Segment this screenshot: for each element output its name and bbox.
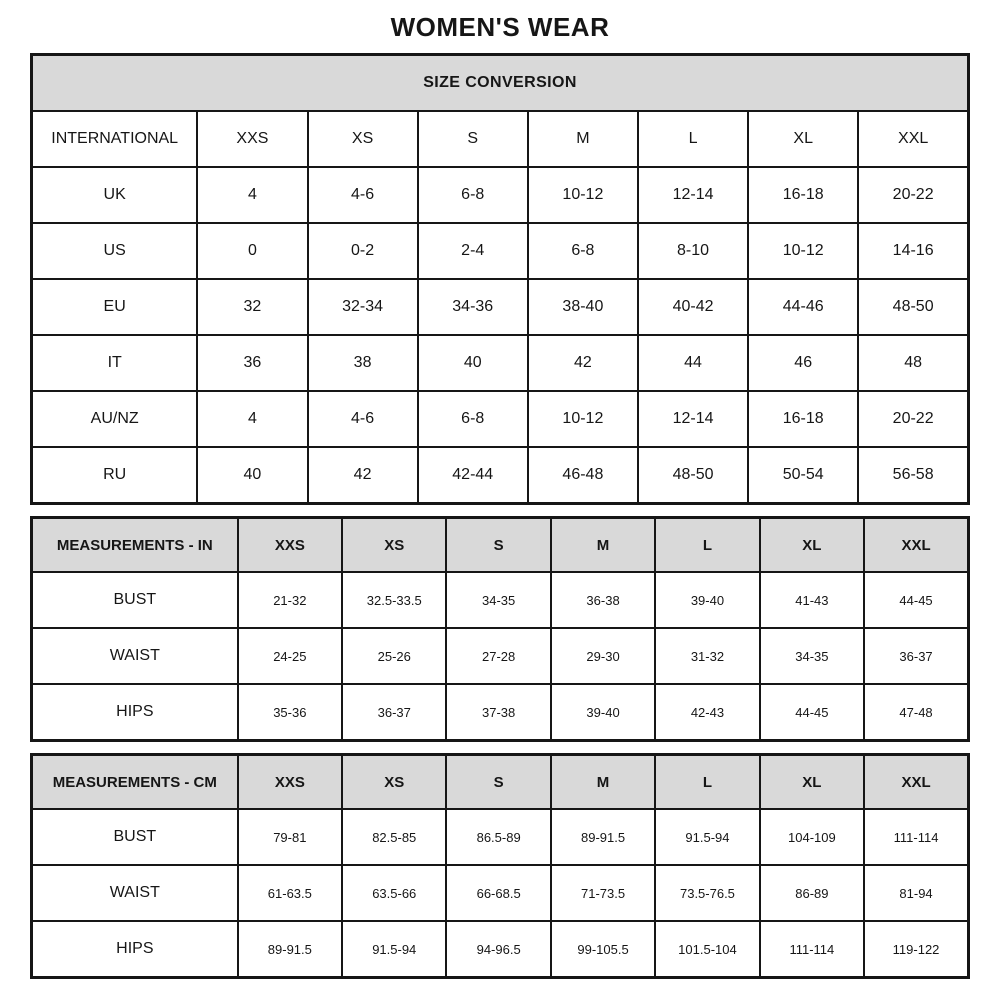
value-cell: 44-45 (864, 572, 968, 628)
table-row (32, 921, 969, 978)
value-cell: 48-50 (638, 447, 748, 504)
size-header-cell: XS (342, 755, 446, 810)
value-cell: 91.5-94 (655, 809, 759, 865)
row-label-cell: HIPS (32, 684, 238, 741)
value-cell: 34-35 (760, 628, 864, 684)
value-cell: 38 (308, 335, 418, 391)
value-cell: 48-50 (858, 279, 968, 335)
value-cell: 91.5-94 (342, 921, 446, 978)
value-cell: 0 (197, 223, 307, 279)
value-cell: 34-35 (446, 572, 550, 628)
value-cell: 36-37 (864, 628, 968, 684)
value-cell: 71-73.5 (551, 865, 655, 921)
measurements-in-table (30, 516, 970, 742)
table-row (32, 55, 969, 112)
measurements-cm-title: MEASUREMENTS - CM (32, 755, 238, 810)
table-row (32, 447, 969, 504)
size-header-cell: M (551, 518, 655, 573)
value-cell: 40 (197, 447, 307, 504)
size-header-cell: XXS (238, 755, 342, 810)
value-cell: 111-114 (864, 809, 968, 865)
value-cell: 79-81 (238, 809, 342, 865)
row-label-cell: EU (32, 279, 198, 335)
size-header-cell: L (655, 755, 759, 810)
size-header-cell: S (446, 518, 550, 573)
value-cell: 12-14 (638, 391, 748, 447)
value-cell: 46 (748, 335, 858, 391)
value-cell: 81-94 (864, 865, 968, 921)
value-cell: 36-38 (551, 572, 655, 628)
value-cell: 86.5-89 (446, 809, 550, 865)
value-cell: 6-8 (418, 167, 528, 223)
row-label-cell: BUST (32, 809, 238, 865)
value-cell: 39-40 (655, 572, 759, 628)
size-header-cell: XXL (864, 518, 968, 573)
size-header-cell: S (418, 111, 528, 167)
row-label-cell: WAIST (32, 865, 238, 921)
row-label-cell: WAIST (32, 628, 238, 684)
value-cell: 42 (528, 335, 638, 391)
value-cell: 61-63.5 (238, 865, 342, 921)
value-cell: 35-36 (238, 684, 342, 741)
measurements-in-title: MEASUREMENTS - IN (32, 518, 238, 573)
value-cell: 89-91.5 (238, 921, 342, 978)
value-cell: 47-48 (864, 684, 968, 741)
value-cell: 66-68.5 (446, 865, 550, 921)
value-cell: 25-26 (342, 628, 446, 684)
value-cell: 50-54 (748, 447, 858, 504)
row-label-cell: HIPS (32, 921, 238, 978)
value-cell: 36-37 (342, 684, 446, 741)
size-header-cell: L (638, 111, 748, 167)
value-cell: 14-16 (858, 223, 968, 279)
value-cell: 44 (638, 335, 748, 391)
value-cell: 16-18 (748, 391, 858, 447)
value-cell: 56-58 (858, 447, 968, 504)
size-header-cell: XXL (864, 755, 968, 810)
value-cell: 27-28 (446, 628, 550, 684)
value-cell: 39-40 (551, 684, 655, 741)
value-cell: 37-38 (446, 684, 550, 741)
value-cell: 10-12 (528, 391, 638, 447)
value-cell: 10-12 (748, 223, 858, 279)
value-cell: 2-4 (418, 223, 528, 279)
value-cell: 40-42 (638, 279, 748, 335)
table-row (32, 111, 969, 167)
value-cell: 101.5-104 (655, 921, 759, 978)
value-cell: 48 (858, 335, 968, 391)
size-header-cell: XL (760, 518, 864, 573)
value-cell: 36 (197, 335, 307, 391)
value-cell: 20-22 (858, 167, 968, 223)
value-cell: 41-43 (760, 572, 864, 628)
value-cell: 63.5-66 (342, 865, 446, 921)
value-cell: 86-89 (760, 865, 864, 921)
row-label-cell: IT (32, 335, 198, 391)
row-label-cell: INTERNATIONAL (32, 111, 198, 167)
size-header-cell: M (551, 755, 655, 810)
value-cell: 32-34 (308, 279, 418, 335)
table-row (32, 628, 969, 684)
size-header-cell: XS (308, 111, 418, 167)
table-row (32, 755, 969, 810)
table-row (32, 865, 969, 921)
value-cell: 111-114 (760, 921, 864, 978)
size-header-cell: XL (748, 111, 858, 167)
size-header-cell: XXS (197, 111, 307, 167)
table-row (32, 391, 969, 447)
value-cell: 4 (197, 391, 307, 447)
size-header-cell: XXS (238, 518, 342, 573)
table-row (32, 518, 969, 573)
row-label-cell: BUST (32, 572, 238, 628)
row-label-cell: UK (32, 167, 198, 223)
page-title: WOMEN'S WEAR (390, 12, 610, 42)
value-cell: 29-30 (551, 628, 655, 684)
value-cell: 89-91.5 (551, 809, 655, 865)
size-header-cell: XL (760, 755, 864, 810)
size-conversion-title: SIZE CONVERSION (32, 55, 969, 112)
size-header-cell: XXL (858, 111, 968, 167)
row-label-cell: AU/NZ (32, 391, 198, 447)
value-cell: 46-48 (528, 447, 638, 504)
value-cell: 119-122 (864, 921, 968, 978)
size-header-cell: L (655, 518, 759, 573)
value-cell: 34-36 (418, 279, 528, 335)
value-cell: 44-45 (760, 684, 864, 741)
value-cell: 10-12 (528, 167, 638, 223)
value-cell: 42-43 (655, 684, 759, 741)
table-row (32, 335, 969, 391)
value-cell: 8-10 (638, 223, 748, 279)
value-cell: 42-44 (418, 447, 528, 504)
table-row (32, 223, 969, 279)
value-cell: 42 (308, 447, 418, 504)
value-cell: 44-46 (748, 279, 858, 335)
table-row (32, 279, 969, 335)
table-row (32, 684, 969, 741)
value-cell: 99-105.5 (551, 921, 655, 978)
table-row (32, 809, 969, 865)
row-label-cell: RU (32, 447, 198, 504)
value-cell: 104-109 (760, 809, 864, 865)
value-cell: 4-6 (308, 167, 418, 223)
value-cell: 31-32 (655, 628, 759, 684)
table-row (32, 572, 969, 628)
value-cell: 32 (197, 279, 307, 335)
value-cell: 20-22 (858, 391, 968, 447)
value-cell: 40 (418, 335, 528, 391)
value-cell: 6-8 (418, 391, 528, 447)
value-cell: 0-2 (308, 223, 418, 279)
size-conversion-table (30, 53, 970, 505)
value-cell: 16-18 (748, 167, 858, 223)
size-header-cell: XS (342, 518, 446, 573)
value-cell: 24-25 (238, 628, 342, 684)
value-cell: 38-40 (528, 279, 638, 335)
value-cell: 12-14 (638, 167, 748, 223)
value-cell: 32.5-33.5 (342, 572, 446, 628)
size-header-cell: S (446, 755, 550, 810)
row-label-cell: US (32, 223, 198, 279)
value-cell: 94-96.5 (446, 921, 550, 978)
table-row (32, 167, 969, 223)
value-cell: 73.5-76.5 (655, 865, 759, 921)
value-cell: 4-6 (308, 391, 418, 447)
value-cell: 4 (197, 167, 307, 223)
value-cell: 6-8 (528, 223, 638, 279)
size-header-cell: M (528, 111, 638, 167)
measurements-cm-table (30, 753, 970, 979)
value-cell: 21-32 (238, 572, 342, 628)
value-cell: 82.5-85 (342, 809, 446, 865)
